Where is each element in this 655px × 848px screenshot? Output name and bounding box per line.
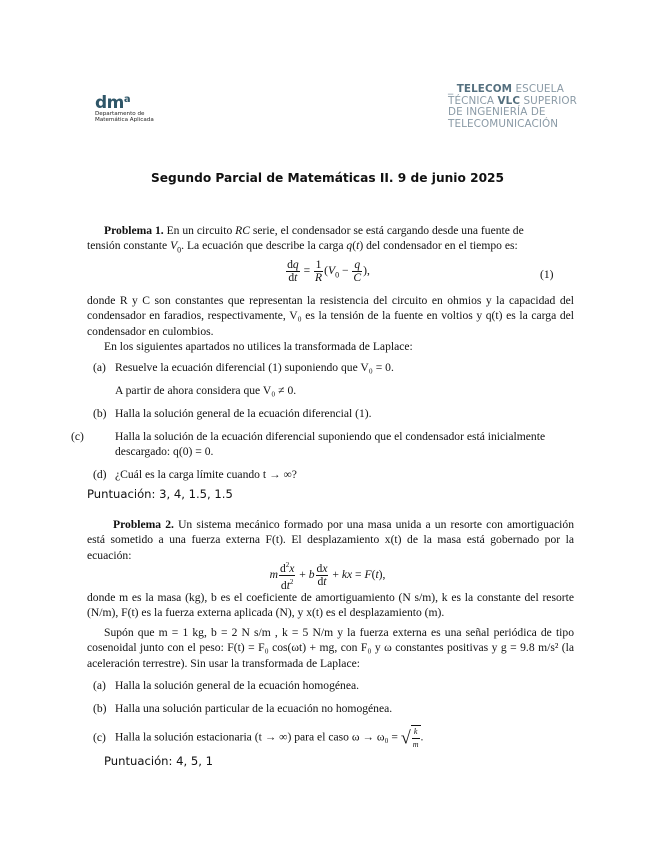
problem2-item-b <box>93 701 573 716</box>
label-c: (c) <box>71 430 84 443</box>
school-vlc: VLC <box>497 94 521 107</box>
problem1-item-a <box>93 360 573 375</box>
school-telecom: TELECOM <box>456 83 513 95</box>
problem1-heading: Problema 1. <box>104 224 164 237</box>
label-b: (b) <box>93 407 107 420</box>
problem1-item-c <box>71 429 595 460</box>
dept-name-line2: Matemática Aplicada <box>95 117 154 124</box>
problem2-heading: Problema 2. <box>113 518 174 531</box>
p2-item-a-text: Halla la solución general de la ecuación homogénea. <box>115 679 360 692</box>
problem1-intro: Problema 1. En un circuito RC serie, el condensador se está cargando desde una fuente de tensión constante $V_0$. La ecuación que describe la carga q(t) del condensador en el tiempo es: <box>87 224 524 255</box>
problem1-instruction: En los siguientes apartados no utilices la transformada de Laplace: <box>104 340 413 353</box>
p1-item-d-text: ¿Cuál es la carga límite cuando t → ∞? <box>115 468 297 481</box>
dept-name-line1: Departamento de <box>95 111 145 117</box>
p2-intro-text: Un sistema mecánico formado por una masa unida a un resorte con amortiguación está sometido a una fuerza externa F(t). El desplazamiento x(t) de la masa está gobernado por la ecuación: <box>87 518 574 562</box>
label-a: (a) <box>93 679 106 692</box>
p1-text-c: tensión constante <box>87 239 171 253</box>
problem1-note: A partir de ahora considera que V₀ ≠ 0. <box>115 384 297 397</box>
p1-rc: RC <box>235 224 250 237</box>
problem2-params: Supón que m = 1 kg, b = 2 N s/m , k = 5 N/m y la fuerza externa es una señal periódica de tipo cosenoidal junto con el peso: F(t) = F₀ cos(ωt) + mg, con F₀ y ω constantes positivas y g = 9.8 m/s² (la aceleración terrestre). Sin usar la transformada de Laplace: <box>87 626 574 670</box>
problem2-score: Puntuación: 4, 5, 1 <box>104 754 213 768</box>
school-tecnica: TÉCNICA <box>448 94 498 107</box>
label-b: (b) <box>93 702 107 715</box>
problem1-after-eq: donde R y C son constantes que representan la resistencia del circuito en ohmios y la capacidad del condensador en faradios, respectivamente, V₀ es la tensión de la fuente en voltios y q(t) es la carga del condensador en culombios. <box>87 294 574 338</box>
p1-text-a: En un circuito <box>163 224 236 237</box>
equation-1: $\frac{dq}{dt}$ = $\frac{1}{R}$ ($V_0$ − $\frac{q}{C}$ ), <box>287 258 370 284</box>
problem1-item-b <box>93 406 573 421</box>
problem2-intro <box>87 517 574 563</box>
p1-item-a-text: Resuelve la ecuación diferencial (1) suponiendo que V₀ = 0. <box>115 361 394 374</box>
p1-text-b: serie, el condensador se está cargando desde una fuente de <box>250 224 524 237</box>
label-d: (d) <box>93 468 107 481</box>
p2-item-b-text: Halla una solución particular de la ecuación no homogénea. <box>115 702 393 715</box>
p1-item-c-text: Halla la solución de la ecuación diferencial suponiendo que el condensador está inicialmente descargado: q(0) = 0. <box>115 430 546 459</box>
school-line4: TELECOMUNICACIÓN <box>448 117 559 130</box>
p2-item-c-text: Halla la solución estacionaria (t → ∞) para el caso ω → ω₀ = <box>115 730 401 744</box>
equation-1-label: (1) <box>540 268 554 281</box>
logo-mark-sup: a <box>123 94 131 105</box>
page-title: Segundo Parcial de Matemáticas II. 9 de junio 2025 <box>150 171 505 185</box>
label-a: (a) <box>93 361 106 374</box>
p1-text-e: del condensador en el tiempo es: <box>363 239 518 253</box>
p1-text-d: . La ecuación que describe la carga <box>181 239 347 253</box>
school-line3: DE INGENIERÍA DE <box>448 106 546 119</box>
problem2-after-eq: donde m es la masa (kg), b es el coeficiente de amortiguamiento (N s/m), k es la constante del resorte (N/m), F(t) es la fuerza externa aplicada (N), y x(t) es el desplazamiento (m). <box>87 591 574 620</box>
school-logo: _ TELECOM ESCUELA TÉCNICA VLC SUPERIOR DE INGENIERÍA DE TELECOMUNICACIÓN <box>448 84 588 130</box>
label-c: (c) <box>93 730 106 744</box>
department-logo <box>95 93 190 133</box>
problem2-item-c: (c) Halla la solución estacionaria (t → ∞) para el caso ω → ω₀ = √ $\frac{k}{m}$ . <box>93 727 424 749</box>
problem1-item-d <box>93 467 573 482</box>
p1-item-b-text: Halla la solución general de la ecuación diferencial (1). <box>115 407 372 420</box>
problem1-score: Puntuación: 3, 4, 1.5, 1.5 <box>87 487 233 501</box>
problem2-item-a <box>93 678 573 693</box>
sqrt-k-over-m: √ $\frac{k}{m}$ <box>400 727 419 749</box>
equation-2: m $\frac{d^2x}{dt^2}$ + b $\frac{dx}{dt}$ + kx = F(t), <box>269 561 386 592</box>
school-escuela: ESCUELA <box>512 83 564 95</box>
logo-mark: dm <box>95 93 124 113</box>
school-superior: SUPERIOR <box>520 94 577 107</box>
